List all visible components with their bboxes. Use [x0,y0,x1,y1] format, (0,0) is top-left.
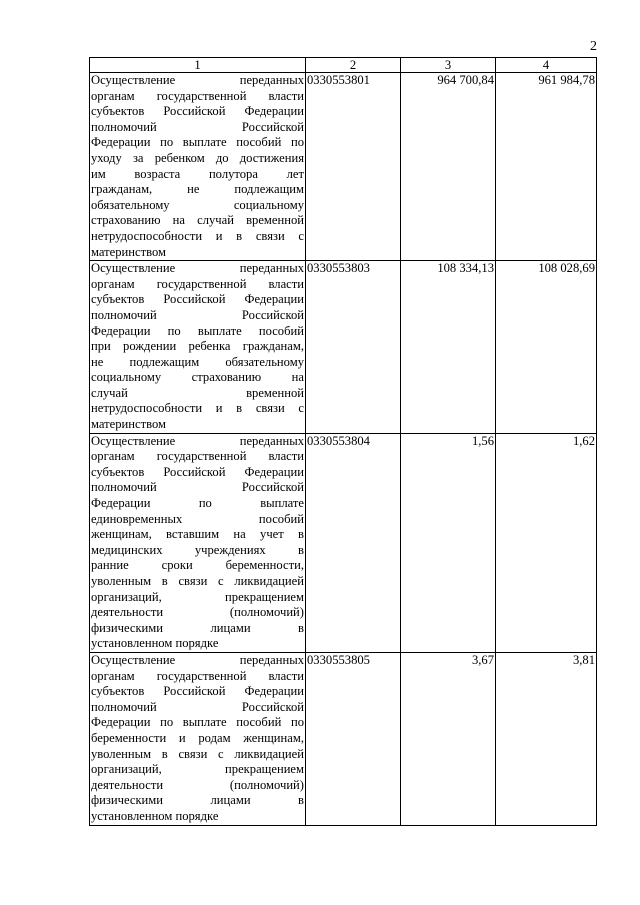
description-line: деятельности (полномочий) [91,605,304,620]
table-row [90,73,597,261]
description-line: органам государственной власти [91,449,304,464]
description-line: физическими лицами в [91,620,304,635]
table-row [90,652,597,825]
row-code: 0330553805 [306,652,401,825]
description-line: организаций, прекращением [91,762,304,777]
column-header-2: 2 [306,58,401,73]
description-line: организаций, прекращением [91,589,304,604]
row-description [90,652,306,825]
description-line: уходу за ребенком до достижения [91,150,304,165]
description-line: не подлежащим обязательному [91,354,304,369]
description-line: беременности и родам женщинам, [91,730,304,745]
column-header-1: 1 [90,58,306,73]
row-code: 0330553803 [306,261,401,434]
description-line: единовременных пособий [91,511,304,526]
description-line: субъектов Российской Федерации [91,684,304,699]
row-value-column-4: 1,62 [496,433,597,652]
page-number: 2 [590,39,597,54]
description-line: полномочий Российской [91,119,304,134]
description-line: страхованию на случай временной [91,213,304,228]
description-line: медицинских учреждениях в [91,542,304,557]
description-line: установленном порядке [91,808,219,823]
description-line: субъектов Российской Федерации [91,104,304,119]
row-value-column-3: 964 700,84 [401,73,496,261]
description-line: при рождении ребенка гражданам, [91,339,304,354]
description-line: Федерации по выплате [91,496,304,511]
table-row [90,433,597,652]
header-row [90,58,597,73]
row-description [90,73,306,261]
row-code: 0330553801 [306,73,401,261]
description-line: материнством [91,417,166,432]
row-description [90,261,306,434]
description-line: полномочий Российской [91,307,304,322]
description-line: нетрудоспособности и в связи с [91,228,304,243]
description-line: уволенным в связи с ликвидацией [91,574,304,588]
description-line: органам государственной власти [91,88,304,103]
description-line: материнством [91,244,166,259]
description-line: деятельности (полномочий) [91,777,304,792]
description-line: субъектов Российской Федерации [91,464,304,479]
column-header-3: 3 [401,58,496,73]
description-line: социальному страхованию на [91,370,304,385]
row-value-column-4: 961 984,78 [496,73,597,261]
row-value-column-4: 108 028,69 [496,261,597,434]
row-description [90,433,306,652]
description-line: нетрудоспособности и в связи с [91,401,304,416]
description-line: Федерации по выплате пособий [91,323,304,338]
budget-table [89,57,597,826]
description-line: органам государственной власти [91,276,304,291]
description-line: Федерации по выплате пособий по [91,135,304,150]
description-line: Осуществление переданных [91,652,304,667]
description-line: гражданам, не подлежащим [91,182,304,197]
description-line: им возраста полутора лет [91,166,304,181]
description-line: обязательному социальному [91,197,304,212]
description-line: Осуществление переданных [91,73,304,87]
table-row [90,261,597,434]
description-line: Федерации по выплате пособий по [91,715,304,730]
row-code: 0330553804 [306,433,401,652]
description-line: физическими лицами в [91,793,304,808]
description-line: уволенным в связи с ликвидацией [91,746,304,761]
row-value-column-4: 3,81 [496,652,597,825]
description-line: полномочий Российской [91,699,304,714]
description-line: органам государственной власти [91,668,304,683]
description-line: ранние сроки беременности, [91,558,304,573]
description-line: установленном порядке [91,636,219,651]
description-line: Осуществление переданных [91,433,304,448]
description-line: случай временной [91,385,304,400]
description-line: Осуществление переданных [91,261,304,276]
description-line: женщинам, вставшим на учет в [91,527,304,542]
row-value-column-3: 108 334,13 [401,261,496,434]
description-line: полномочий Российской [91,480,304,495]
description-line: субъектов Российской Федерации [91,292,304,307]
table-body [90,73,597,826]
row-value-column-3: 1,56 [401,433,496,652]
row-value-column-3: 3,67 [401,652,496,825]
column-header-4: 4 [496,58,597,73]
